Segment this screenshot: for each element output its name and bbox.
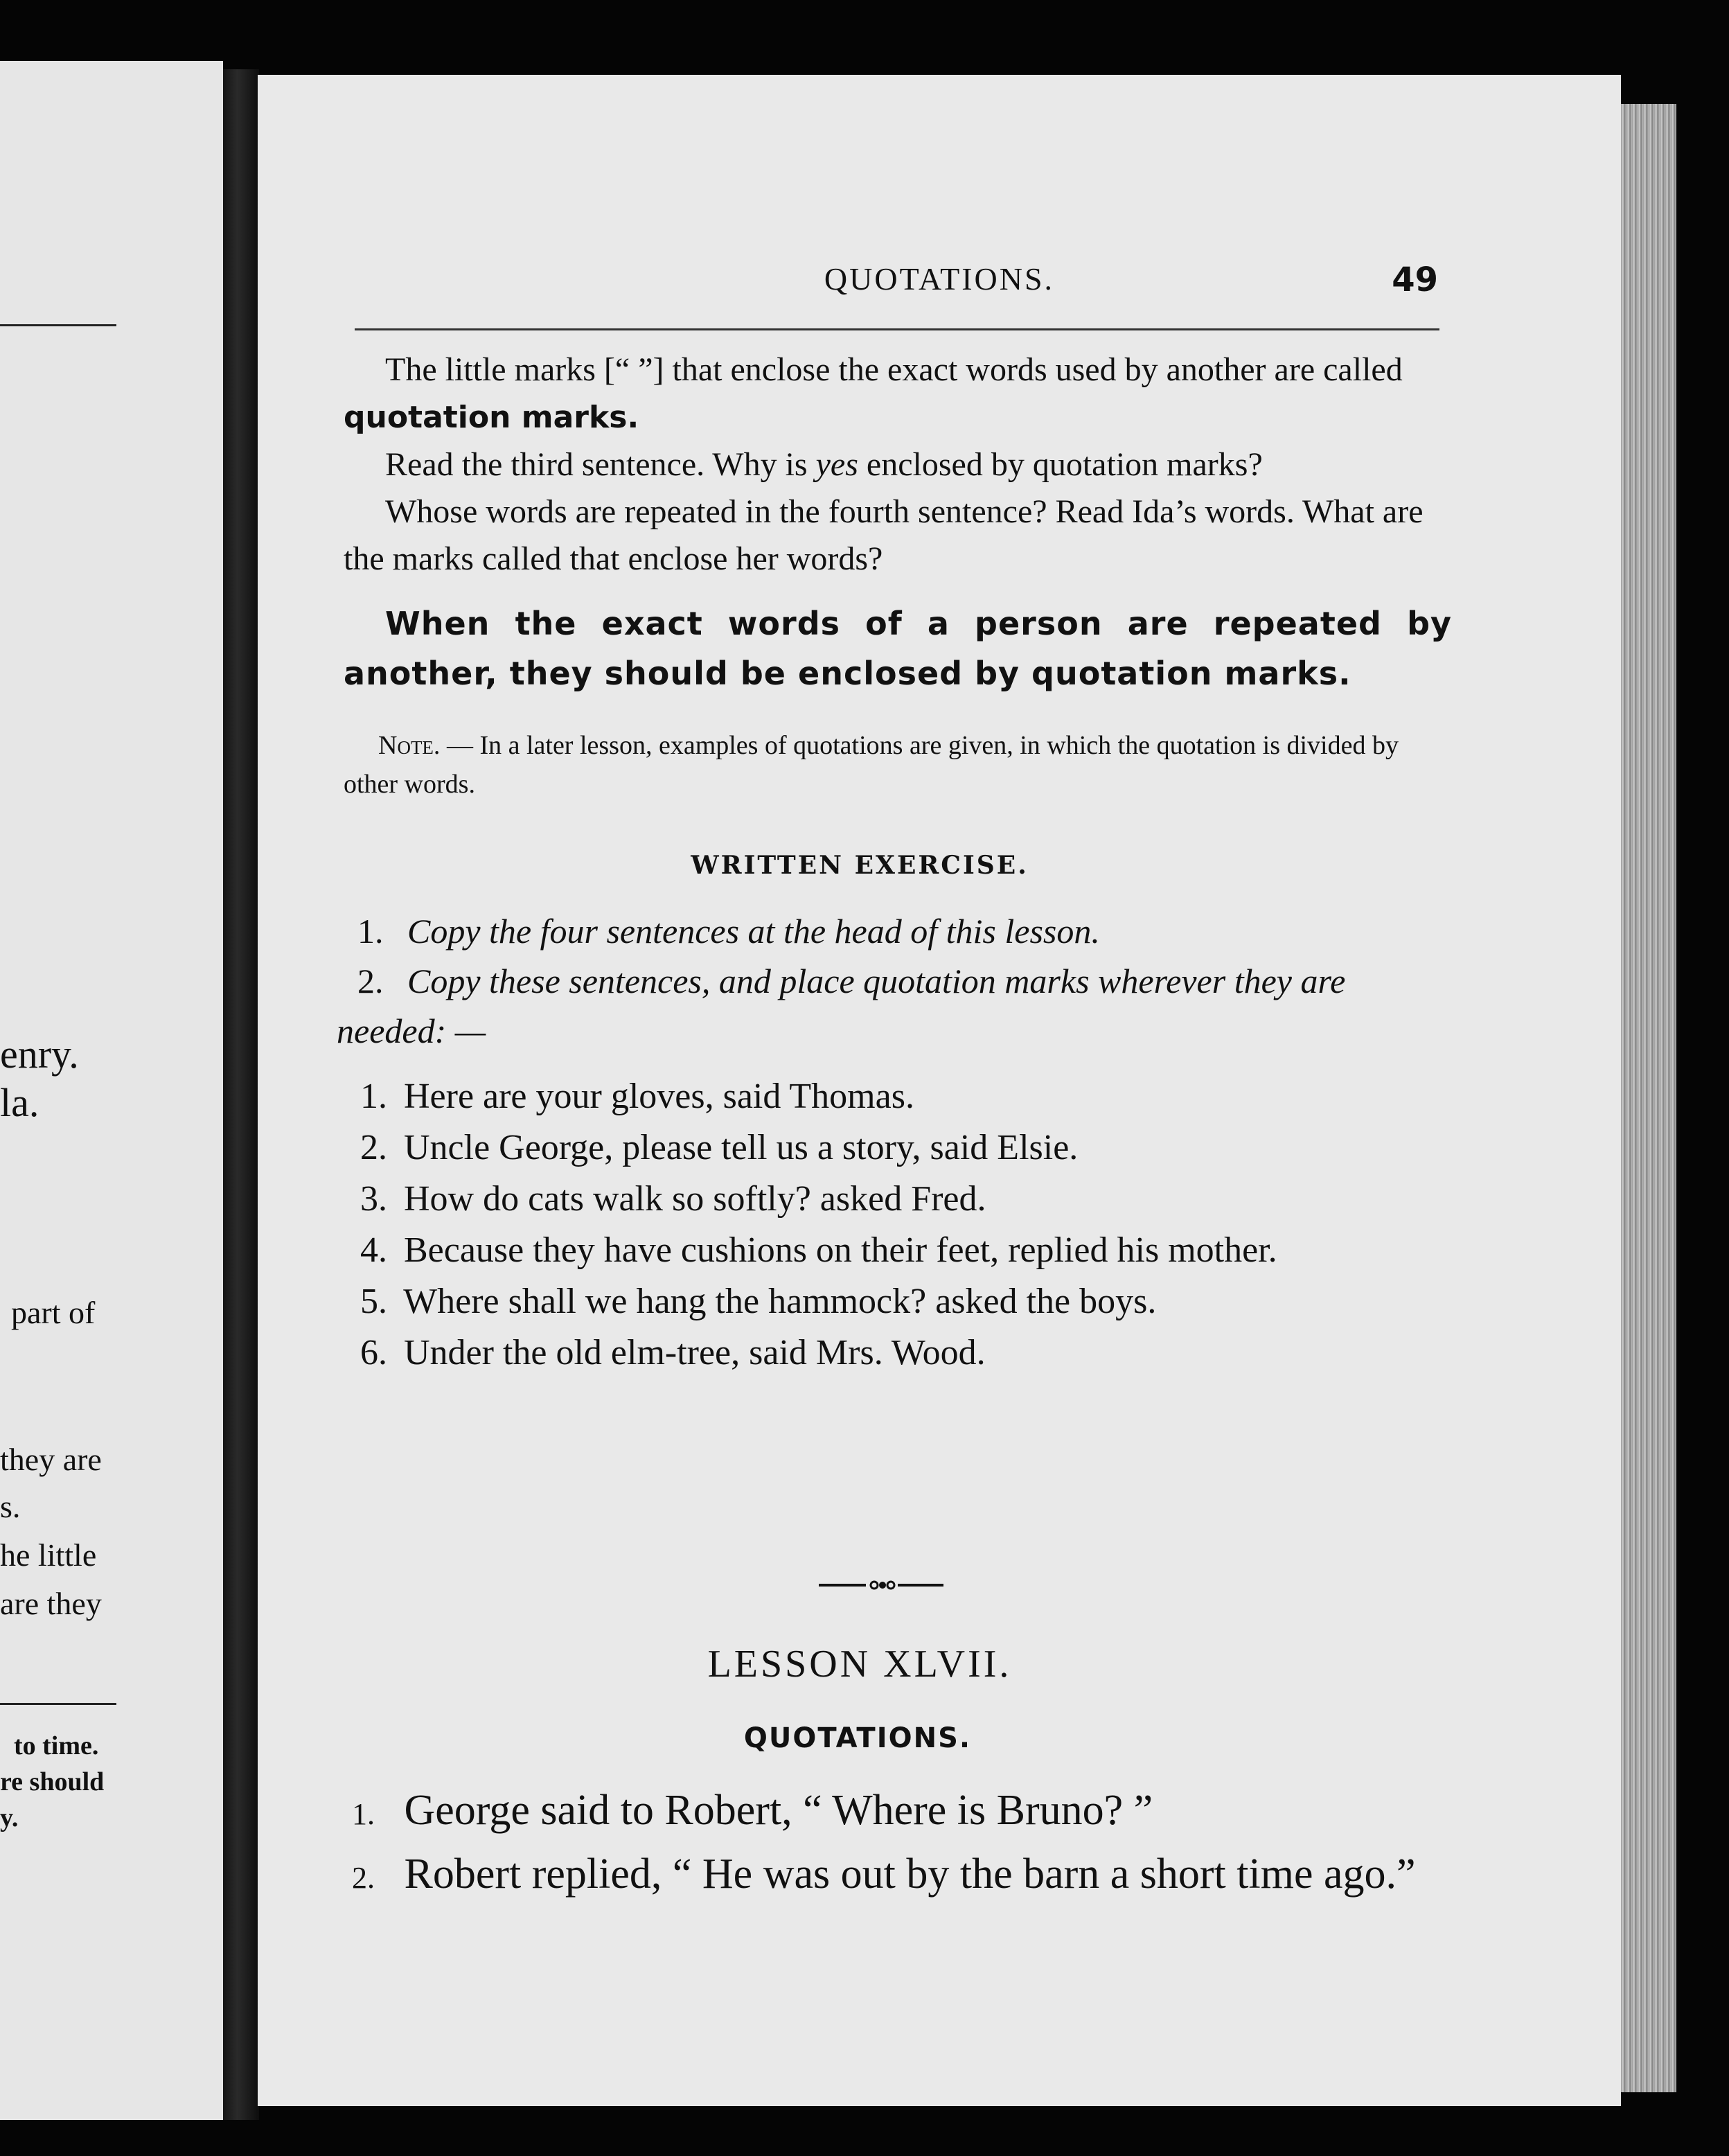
written-exercise-heading: WRITTEN EXERCISE. — [691, 851, 1029, 880]
lesson-sentence — [327, 1781, 1463, 1844]
previous-page-fragment: re should — [0, 1767, 105, 1796]
previous-page — [0, 61, 223, 2120]
exercise-instructions — [337, 906, 1459, 1056]
instruction-number: 1. — [357, 912, 384, 951]
book-gutter — [223, 69, 259, 2120]
intro-paragraph — [344, 346, 1452, 441]
sentence-item — [334, 1327, 1459, 1379]
lesson-sentence-number: 2. — [352, 1861, 375, 1895]
lesson-sentence — [327, 1844, 1463, 1908]
instruction-item — [337, 956, 1459, 1056]
sentence-item — [334, 1225, 1459, 1276]
sentence-item — [334, 1122, 1459, 1174]
sentence-item — [334, 1071, 1459, 1122]
exercise-sentences — [334, 1071, 1459, 1379]
intro-text-span: The little marks [“ ”] that enclose the exact words used by another are called — [385, 351, 1403, 388]
sentence-number: 6. — [360, 1333, 387, 1372]
sentence-item — [334, 1174, 1459, 1225]
lesson-sentence-number: 1. — [352, 1797, 375, 1831]
note-text: — In a later lesson, examples of quotations are given, in which the quotation is divided by other words. — [344, 731, 1399, 799]
previous-page-fragment: y. — [0, 1803, 19, 1832]
sentence-item — [334, 1276, 1459, 1327]
running-title: QUOTATIONS. — [824, 261, 1055, 297]
previous-page-fragment: part of — [11, 1295, 96, 1330]
page-edges — [1621, 104, 1676, 2092]
previous-page-fragment: they are — [0, 1442, 102, 1477]
section-divider-ornament — [819, 1578, 943, 1592]
lesson-sentences — [327, 1781, 1463, 1908]
note — [344, 726, 1452, 804]
instruction-text: Copy these sentences, and place quotation marks wherever they are needed: — — [337, 962, 1346, 1050]
previous-page-fragment: he little — [0, 1537, 97, 1573]
sentence-text: Because they have cushions on their feet, replied his mother. — [404, 1230, 1277, 1270]
intro-paragraph — [344, 441, 1452, 488]
yes-word: yes — [815, 446, 858, 483]
grammar-rule: When the exact words of a person are repeated by another, they should be enclosed by quotation marks. — [344, 605, 1452, 692]
lesson-subtitle: QUOTATIONS. — [743, 1722, 972, 1754]
intro-text — [344, 346, 1452, 583]
page-number: 49 — [1392, 260, 1438, 299]
previous-page-fragment: enry. — [0, 1032, 79, 1077]
sentence-text: Under the old elm-tree, said Mrs. Wood. — [404, 1333, 986, 1372]
lesson-title: LESSON XLVII. — [707, 1643, 1012, 1686]
note-label: Note. — [378, 731, 441, 760]
instruction-number: 2. — [357, 962, 384, 1000]
sentence-number: 1. — [360, 1077, 387, 1116]
sentence-text: How do cats walk so softly? asked Fred. — [404, 1179, 986, 1219]
intro-text-span: Read the third sentence. Why is — [385, 446, 816, 483]
lesson-sentence-text: George said to Robert, “ Where is Bruno? ” — [404, 1787, 1153, 1834]
sentence-number: 5. — [360, 1282, 387, 1321]
sentence-number: 4. — [360, 1230, 387, 1270]
previous-page-fragment: s. — [0, 1489, 21, 1524]
sentence-number: 2. — [360, 1128, 387, 1167]
sentence-number: 3. — [360, 1179, 387, 1219]
previous-page-fragment: la. — [0, 1080, 39, 1125]
sentence-text: Where shall we hang the hammock? asked the boys. — [403, 1282, 1157, 1321]
lesson-sentence-text: Robert replied, “ He was out by the barn a short time ago.” — [404, 1850, 1416, 1898]
sentence-text: Here are your gloves, said Thomas. — [404, 1077, 914, 1116]
previous-page-fragment: to time. — [14, 1731, 99, 1760]
book-page — [258, 75, 1621, 2106]
previous-page-header-rule — [0, 324, 116, 326]
intro-paragraph: Whose words are repeated in the fourth sentence? Read Ida’s words. What are the marks called that enclose her words? — [344, 493, 1424, 577]
page-header — [258, 260, 1621, 309]
instruction-item — [337, 906, 1459, 956]
quotation-marks-term: quotation marks. — [344, 400, 639, 435]
instruction-text: Copy the four sentences at the head of this lesson. — [407, 912, 1100, 951]
previous-page-footnote-rule — [0, 1703, 116, 1705]
intro-text-span: enclosed by quotation marks? — [858, 446, 1263, 483]
header-rule — [355, 328, 1439, 330]
previous-page-fragment: are they — [0, 1586, 102, 1621]
sentence-text: Uncle George, please tell us a story, said Elsie. — [404, 1128, 1079, 1167]
